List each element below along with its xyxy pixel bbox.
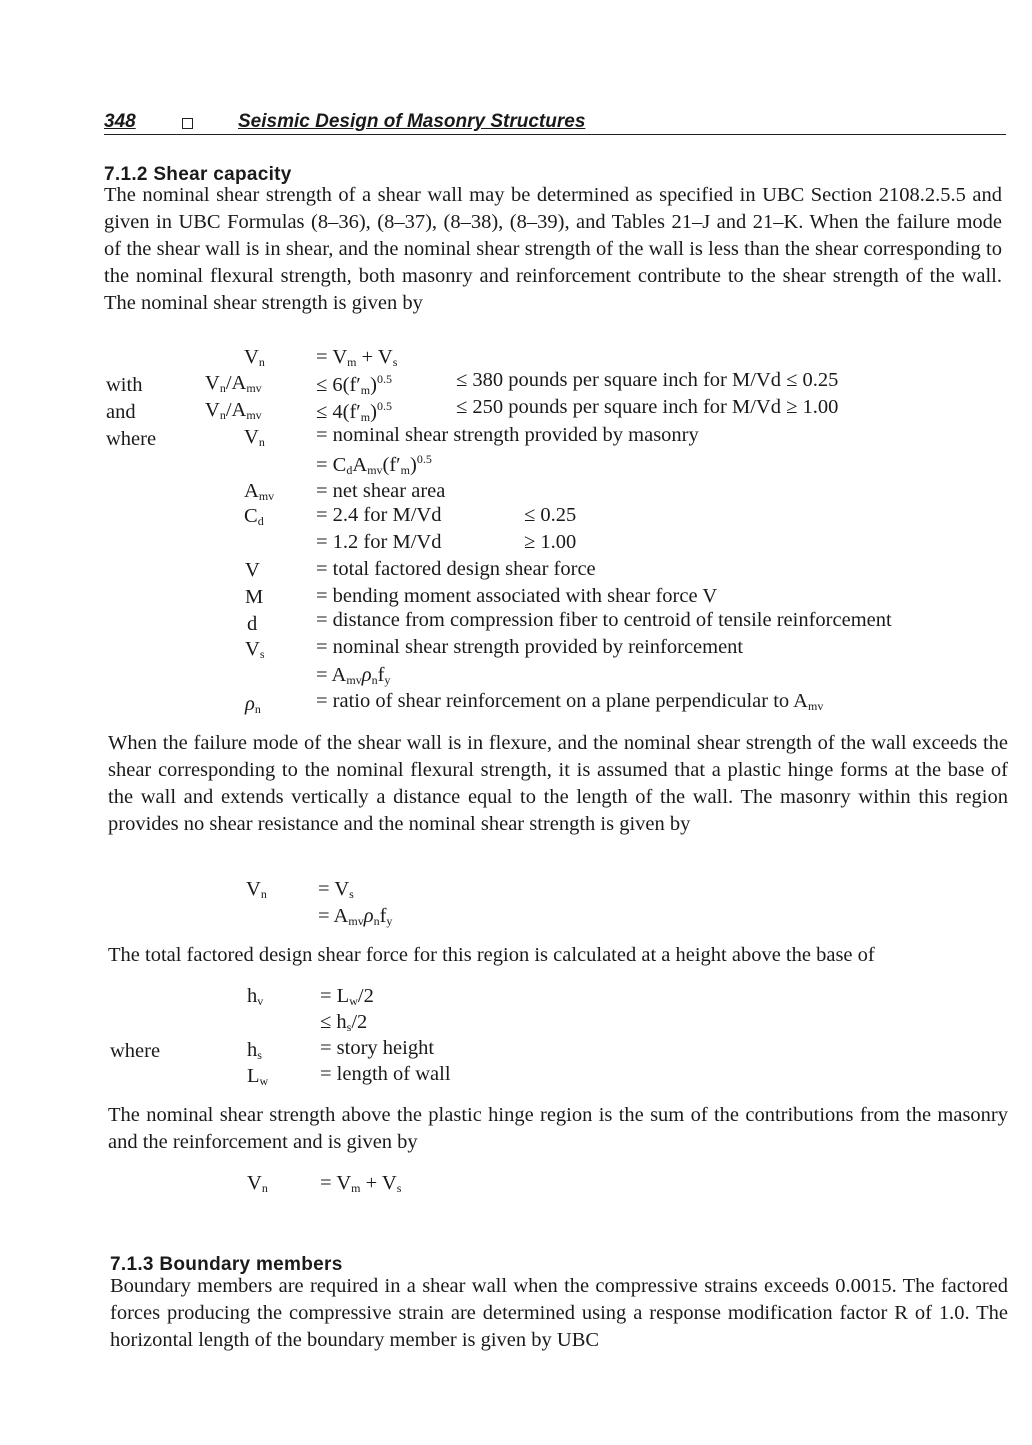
separator-box-icon xyxy=(182,118,193,129)
def-d-symbol: d xyxy=(247,613,258,635)
def-d: = distance from compression fiber to centroid of tensile reinforcement xyxy=(316,609,892,631)
def-rho-symbol: $\rho_n$ xyxy=(245,693,261,716)
book-title: Seismic Design of Masonry Structures xyxy=(238,111,586,132)
section-heading-boundary-members: 7.1.3 Boundary members xyxy=(110,1254,343,1275)
label-with: with xyxy=(106,374,143,396)
flexure-paragraph: When the failure mode of the shear wall is in flexure, and the nominal shear strength of the wall exceeds the shear corresponding to the nominal flexural strength, it is assumed that a plastic hinge forms at the base of the wall and extends vertically a distance equal to the length of the wall. The masonry within this region provides no shear resistance and the nominal shear strength is given by xyxy=(108,732,1008,835)
def-cd-1: = 2.4 for M/Vd xyxy=(316,504,442,526)
def-cd-2-limit: ≥ 1.00 xyxy=(524,531,577,553)
eq-limit-250: ≤ 250 pounds per square inch for M/Vd ≥ 1.00 xyxy=(456,396,839,418)
def-cd-2: = 1.2 for M/Vd xyxy=(316,531,442,553)
def-vs-symbol: $V_s$ xyxy=(245,638,265,661)
def-v: = total factored design shear force xyxy=(316,558,596,580)
def-rho: = ratio of shear reinforcement on a plane perpendicular to $A_{mv}$ xyxy=(316,690,824,713)
def-hs: = story height xyxy=(320,1037,435,1059)
region-paragraph: The total factored design shear force for this region is calculated at a height above the base of xyxy=(108,944,875,966)
def-v-symbol: V xyxy=(245,559,260,581)
def-lw-symbol: $L_w$ xyxy=(247,1065,269,1088)
label-and: and xyxy=(106,401,136,423)
eq2-vn-symbol: $V_n$ xyxy=(246,878,267,901)
eq3-hv-bound: ≤ $h_s/2$ xyxy=(320,1011,368,1034)
eq3-hv-equals: = $L_w/2$ xyxy=(320,985,374,1008)
def-vm-symbol: $V_n$ xyxy=(244,426,265,449)
def-amv: = net shear area xyxy=(316,480,446,502)
eq-vn-over-amv-1: $V_n/A_{mv}$ xyxy=(205,372,262,395)
def-vm-formula: = $C_dA_{mv}(f'_m)^{0.5}$ xyxy=(316,452,432,477)
running-header xyxy=(104,110,1006,135)
above-hinge-paragraph: The nominal shear strength above the plastic hinge region is the sum of the contributions from the masonry and the reinforcement and is given by xyxy=(108,1104,1008,1153)
def-vs-formula: = $A_{mv}\rho_nf_y$ xyxy=(316,664,391,687)
def-cd-symbol: $C_d$ xyxy=(244,505,264,528)
def-lw: = length of wall xyxy=(320,1063,451,1085)
eq4-vn-symbol: $V_n$ xyxy=(247,1172,268,1195)
label-where: where xyxy=(106,428,157,450)
label-where-2: where xyxy=(110,1040,161,1062)
eq-bound-6: ≤ $6(f'_m)^{0.5}$ xyxy=(316,372,392,397)
def-cd-1-limit: ≤ 0.25 xyxy=(524,504,577,526)
def-vs: = nominal shear strength provided by reinforcement xyxy=(316,636,744,658)
eq4-vn-sum: = $V_m + V_s$ xyxy=(320,1172,402,1195)
def-m-symbol: M xyxy=(245,586,264,608)
eq-vn-sum: = $V_m + V_s$ xyxy=(316,346,398,369)
def-vm: = nominal shear strength provided by masonry xyxy=(316,424,699,446)
page-number: 348 xyxy=(104,111,136,132)
eq-bound-4: ≤ $4(f'_m)^{0.5}$ xyxy=(316,399,392,424)
eq-vn-over-amv-2: $V_n/A_{mv}$ xyxy=(205,399,262,422)
shear-capacity-intro: The nominal shear strength of a shear wall may be determined as specified in UBC Section 2108.2.5.5 and given in UBC Formulas (8–36), (8–37), (8–38), (8–39), and Tables 21–J and 21–K. When the failure mode of the shear wall is in shear, and the nominal shear strength of the wall is less than the shear corresponding to the nominal flexural strength, both masonry and reinforcement contribute to the shear strength of the wall. The nominal shear strength is given by xyxy=(104,184,1002,314)
eq2-vs-formula: = $A_{mv}\rho_nf_y$ xyxy=(318,905,393,928)
eq-vn-symbol: $V_n$ xyxy=(244,346,265,369)
def-m: = bending moment associated with shear force V xyxy=(316,585,718,607)
eq3-hv-symbol: $h_v$ xyxy=(247,985,264,1008)
eq2-vn-equals-vs: = $V_s$ xyxy=(318,878,354,901)
eq-limit-380: ≤ 380 pounds per square inch for M/Vd ≤ 0.25 xyxy=(456,369,839,391)
section-heading-shear-capacity: 7.1.2 Shear capacity xyxy=(104,164,292,185)
def-hs-symbol: $h_s$ xyxy=(247,1039,262,1062)
boundary-members-text: Boundary members are required in a shear wall when the compressive strains exceeds 0.0015. The factored forces producing the compressive strain are determined using a response modification factor R of 1.0. The horizontal length of the boundary member is given by UBC xyxy=(110,1275,1008,1351)
def-amv-symbol: $A_{mv}$ xyxy=(244,480,275,503)
